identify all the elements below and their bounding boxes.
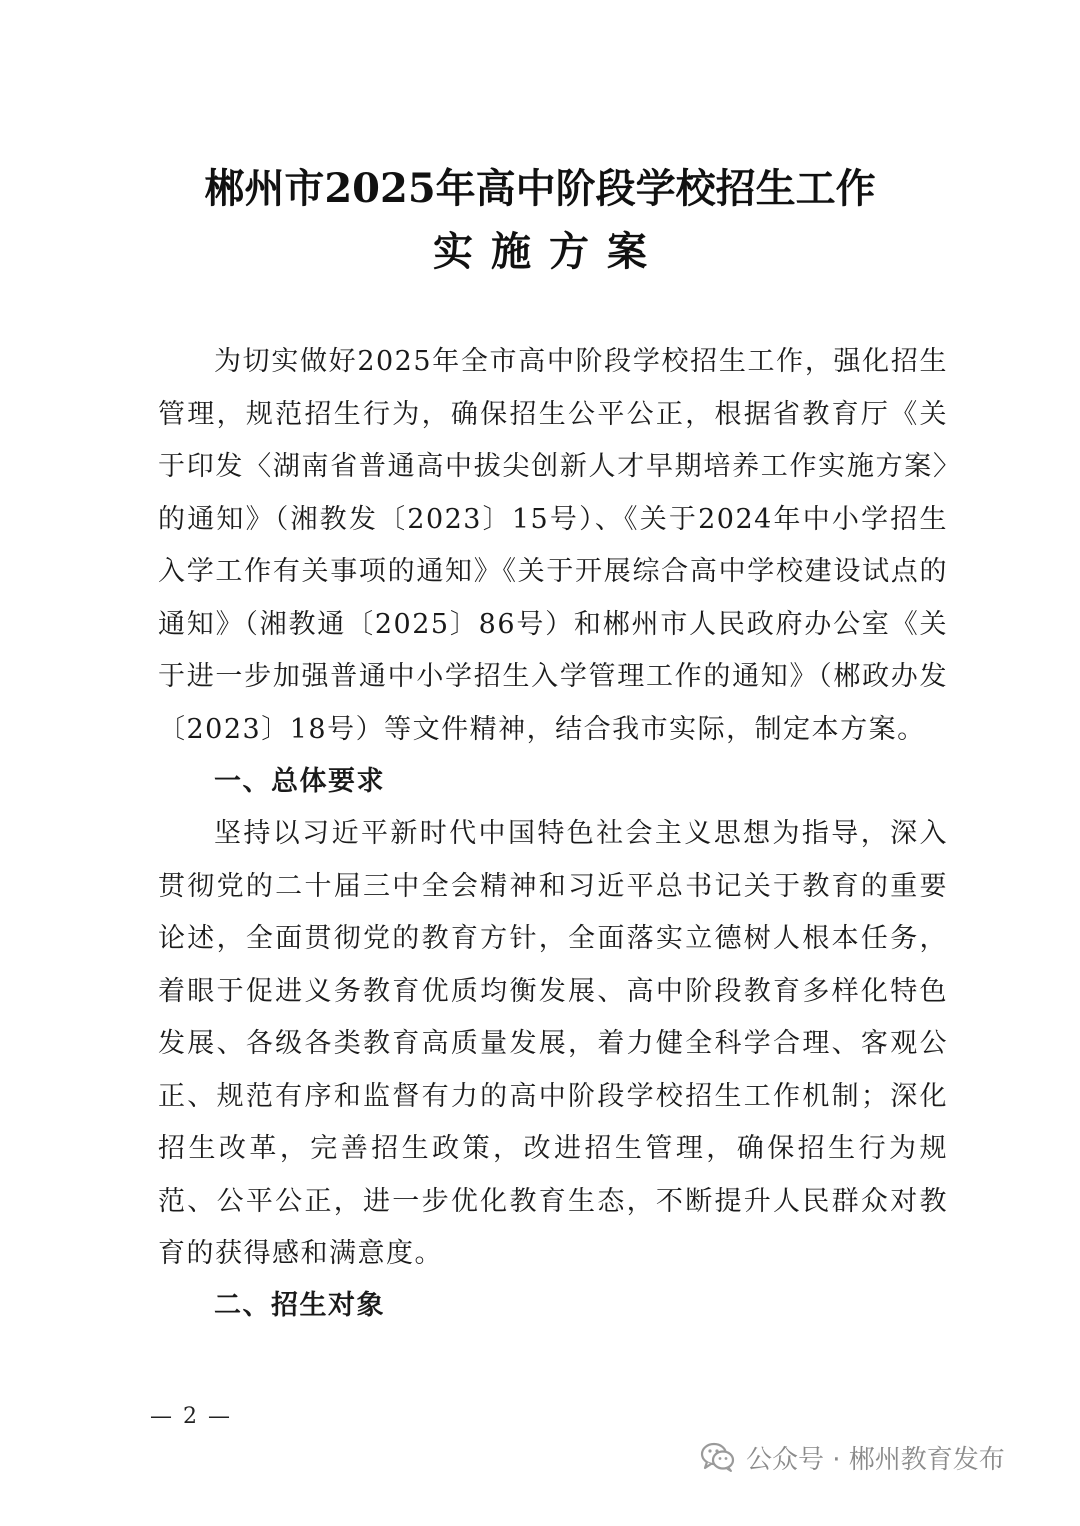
watermark-text: 公众号 · 郴州教育发布 xyxy=(746,1444,1005,1475)
wechat-icon xyxy=(700,1441,736,1473)
document-title-line1: 郴州市2025年高中阶段学校招生工作 xyxy=(204,165,876,212)
wechat-watermark xyxy=(700,1437,1005,1477)
document-title-line2: 实施方案 xyxy=(433,228,665,275)
intro-paragraph: 为切实做好2025年全市高中阶段学校招生工作，强化招生管理，规范招生行为，确保招生公平公正，根据省教育厅《关于印发〈湖南省普通高中拔尖创新人才早期培养工作实施方案〉的通知》（湘教发〔2023〕15号）、《关于2024年中小学招生入学工作有关事项的通知》《关于开展综合高中学校建设试点的通知》（湘教通〔2025〕86号）和郴州市人民政府办公室《关于进一步加强普通中小学招生入学管理工作的通知》（郴政办发〔2023〕18号）等文件精神，结合我市实际，制定本方案。 xyxy=(158,346,948,745)
page-number: — 2 — xyxy=(150,1404,232,1429)
section1-heading: 一、总体要求 xyxy=(214,766,385,797)
section2-heading: 二、招生对象 xyxy=(214,1290,385,1321)
section1-paragraph: 坚持以习近平新时代中国特色社会主义思想为指导，深入贯彻党的二十届三中全会精神和习近平总书记关于教育的重要论述，全面贯彻党的教育方针，全面落实立德树人根本任务，着眼于促进义务教育优质均衡发展、高中阶段教育多样化特色发展、各级各类教育高质量发展，着力健全科学合理、客观公正、规范有序和监督有力的高中阶段学校招生工作机制；深化招生改革，完善招生政策，改进招生管理，确保招生行为规范、公平公正，进一步优化教育生态，不断提升人民群众对教育的获得感和满意度。 xyxy=(158,818,948,1269)
